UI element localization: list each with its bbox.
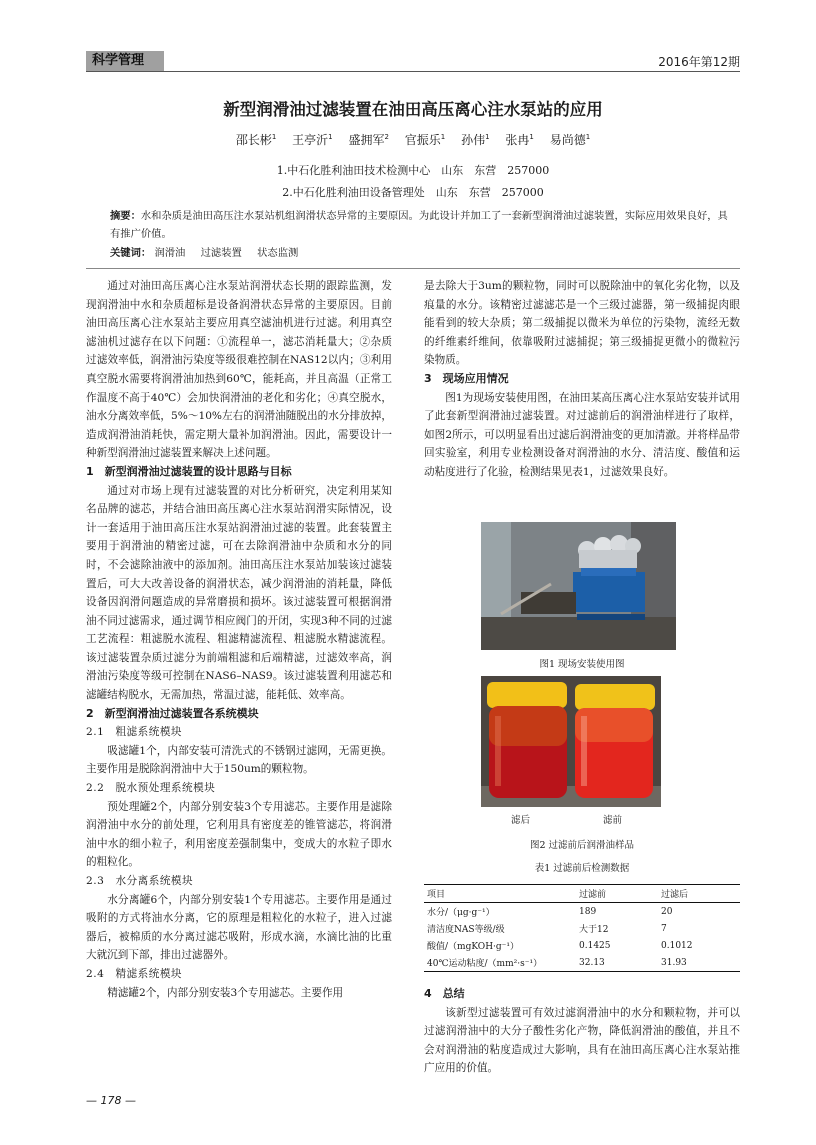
page-number: — 178 — [86, 1094, 136, 1107]
author: 张冉$^1$ [505, 133, 534, 147]
label-after: 滤后 [511, 815, 531, 826]
subsection-heading-2-3: 2.3 水分离系统模块 [86, 875, 194, 887]
author: 孙伟$^1$ [461, 133, 490, 147]
author: 官振乐$^1$ [404, 133, 446, 147]
author: 邵长彬$^1$ [235, 133, 277, 147]
label-before: 滤前 [603, 815, 623, 826]
table-header-row [424, 885, 740, 903]
table-cell: 0.1012 [661, 940, 693, 951]
keywords-label: 关键词： [110, 247, 152, 259]
continued-paragraph: 是去除大于3um的颗粒物，同时可以脱除油中的氧化劣化物，以及痕量的水分。该精密过滤滤芯是一个三级过滤器，第一级捕捉肉眼能看到的较大杂质；第二级捕捉以微米为单位的污染物，流经无数的纤维素纤维间，依靠吸附过滤捕捉；第三级捕捉更微小的微粒污染物质。 [424, 280, 740, 367]
affiliation-1: 1.中石化胜利油田技术检测中心 山东 东营 257000 [276, 164, 550, 177]
abstract-label: 摘要： [110, 210, 141, 222]
subsection-heading-2-1: 2.1 粗滤系统模块 [86, 726, 183, 739]
section-tag: 科学管理 [86, 51, 164, 71]
abstract-rule [86, 268, 740, 269]
right-column-top [424, 277, 740, 482]
field-installation-photo [481, 522, 676, 650]
section-3-paragraph: 图1为现场安装使用图，在油田某高压离心注水泵站安装并试用了此套新型润滑油过滤装置。对过滤前后的润滑油样进行了取样，如图2所示，可以明显看出过滤后润滑油变的更加清澈。并将样品带回实验室，利用专业检测设备对润滑油的水分、清洁度、酸值和运动粘度进行了化验，检测结果见表1，过滤效果良好。 [424, 391, 740, 478]
keyword: 过滤装置 [200, 247, 242, 259]
table-cell: 清洁度NAS等级/级 [427, 925, 505, 935]
header-cell: 过滤后 [658, 885, 740, 903]
table-cell: 水分/（μg·g⁻¹） [427, 908, 495, 918]
table-cell: 32.13 [576, 954, 658, 972]
subsection-2-2-paragraph: 预处理罐2个，内部分别安装3个专用滤芯。主要作用是滤除润滑油中水分的前处理，它利用具有密度差的锥管滤芯，将润滑油中水的细小粒子，利用密度差强制集中，变成大的水粒子即水的粗粒化。 [86, 800, 392, 869]
figure-1-caption: 图1 现场安装使用图 [539, 659, 625, 670]
table-1-caption: 表1 过滤前后检测数据 [534, 863, 630, 874]
abstract-text: 水和杂质是油田高压注水泵站机组润滑状态异常的主要原因。为此设计并加工了一套新型润滑油过滤装置，实际应用效果良好，具有推广价值。 [110, 210, 728, 240]
subsection-2-1-paragraph: 吸滤罐1个，内部安装可清洗式的不锈钢过滤网，无需更换。主要作用是脱除润滑油中大于150um的颗粒物。 [86, 744, 392, 776]
table-cell: 大于12 [579, 925, 609, 935]
table-cell: 20 [661, 906, 673, 917]
author: 王亭沂$^1$ [292, 133, 333, 147]
affiliation-2: 2.中石化胜利油田设备管理处 山东 东营 257000 [282, 186, 544, 199]
section-heading-4: 4 总结 [424, 987, 465, 1000]
table-cell: 7 [661, 923, 667, 934]
table-cell: 31.93 [658, 954, 740, 972]
subsection-2-3-paragraph: 水分离罐6个，内部分别安装1个专用滤芯。主要作用是通过吸附的方式将油水分离，它的原理是粗粒化的水粒子，进入过滤器后，被棉质的水分离过滤芯吸附，形成水滴，水滴比油的比重大就沉到下部，排出过滤器外。 [86, 893, 392, 962]
right-column-bottom [424, 985, 740, 1078]
conclusion-paragraph: 该新型过滤装置可有效过滤润滑油中的水分和颗粒物，并可以过滤润滑油中的大分子酸性劣化产物，降低润滑油的酸值，并且不会对润滑油的粘度造成过大影响，具有在油田高压离心注水泵站推广应用的价值。 [424, 1006, 740, 1075]
table-row [424, 920, 740, 937]
left-column [86, 277, 392, 1002]
subsection-2-4-paragraph: 精滤罐2个，内部分别安装3个专用滤芯。主要作用 [107, 986, 344, 999]
test-results-table [424, 884, 740, 972]
intro-paragraph: 通过对油田高压离心注水泵站润滑状态长期的跟踪监测，发现润滑油中水和杂质超标是设备润滑状态异常的主要原因。目前油田高压离心注水泵站主要应用真空滤油机进行过滤。利用真空滤油机过滤存在以下问题：①流程单一，滤芯消耗量大；②杂质过滤效率低，润滑油污染度等级很难控制在NAS12以内；③利用真空脱水需要将润滑油加热到60℃，能耗高，并且高温（正常工作温度不高于40℃）会加快润滑油的老化和劣化；④真空脱水，油水分离效率低，5%～10%左右的润滑油随脱出的水分排放掉，造成润滑油消耗快，需定期大量补加润滑油。因此，需要设计一种新型润滑油过滤装置来解决上述问题。 [86, 280, 392, 460]
author: 易尚德$^1$ [549, 133, 591, 147]
header-cell: 过滤前 [576, 885, 658, 903]
section-heading-2: 2 新型润滑油过滤装置各系统模块 [86, 706, 259, 720]
subsection-heading-2-2: 2.2 脱水预处理系统模块 [86, 782, 216, 795]
abstract [110, 207, 730, 243]
table-row [424, 903, 740, 921]
author-list [86, 131, 740, 148]
keyword: 状态监测 [257, 247, 299, 259]
section-heading-1: 1 新型润滑油过滤装置的设计思路与目标 [86, 464, 292, 478]
table-cell: 0.1425 [579, 940, 611, 951]
table-row [424, 954, 740, 972]
section-heading-3: 3 现场应用情况 [424, 371, 509, 385]
figure-2-caption: 图2 过滤前后润滑油样品 [529, 840, 635, 851]
oil-sample-photo [481, 676, 661, 807]
table-cell: 酸值/（mgKOH·g⁻¹） [427, 942, 520, 952]
table-cell: 40℃运动粘度/（mm²·s⁻¹） [424, 954, 576, 972]
page-header [86, 51, 740, 71]
article-title: 新型润滑油过滤装置在油田高压离心注水泵站的应用 [223, 100, 603, 119]
keyword: 润滑油 [154, 247, 186, 259]
keywords [110, 244, 730, 259]
section-1-paragraph: 通过对市场上现有过滤装置的对比分析研究，决定利用某知名品牌的滤芯，并结合油田高压离心注水泵站润滑实际情况，设计一套适用于油田高压注水泵站润滑油过滤的装置。此套装置主要用于润滑油的精密过滤，可在去除润滑油中杂质和水分的同时，不会滤除油液中的添加剂。油田高压注水泵站加装该过滤装置后，可大大改善设备的润滑状态，减少润滑油的消耗量，降低设备因润滑问题造成的异常磨损和损坏。该过滤装置可根据润滑油不同过滤需求，通过调节相应阀门的开闭，实现3种不同的过滤工艺流程：粗滤脱水流程、粗滤精滤流程、粗滤脱水精滤流程。该过滤装置杂质过滤分为前端粗滤和后端精滤，过滤效率高，润滑油污染度等级可控制在NAS6–NAS9。该过滤装置利用滤芯和滤罐结构脱水，无需加热，常温过滤，能耗低、效率高。 [86, 484, 392, 702]
issue-label: 2016年第12期 [658, 55, 740, 69]
header-rule [86, 71, 740, 72]
table-cell: 189 [579, 906, 597, 917]
table-row [424, 937, 740, 954]
author: 盛拥军$^2$ [348, 133, 389, 147]
header-cell: 项目 [424, 885, 576, 903]
subsection-heading-2-4: 2.4 精滤系统模块 [86, 967, 183, 980]
